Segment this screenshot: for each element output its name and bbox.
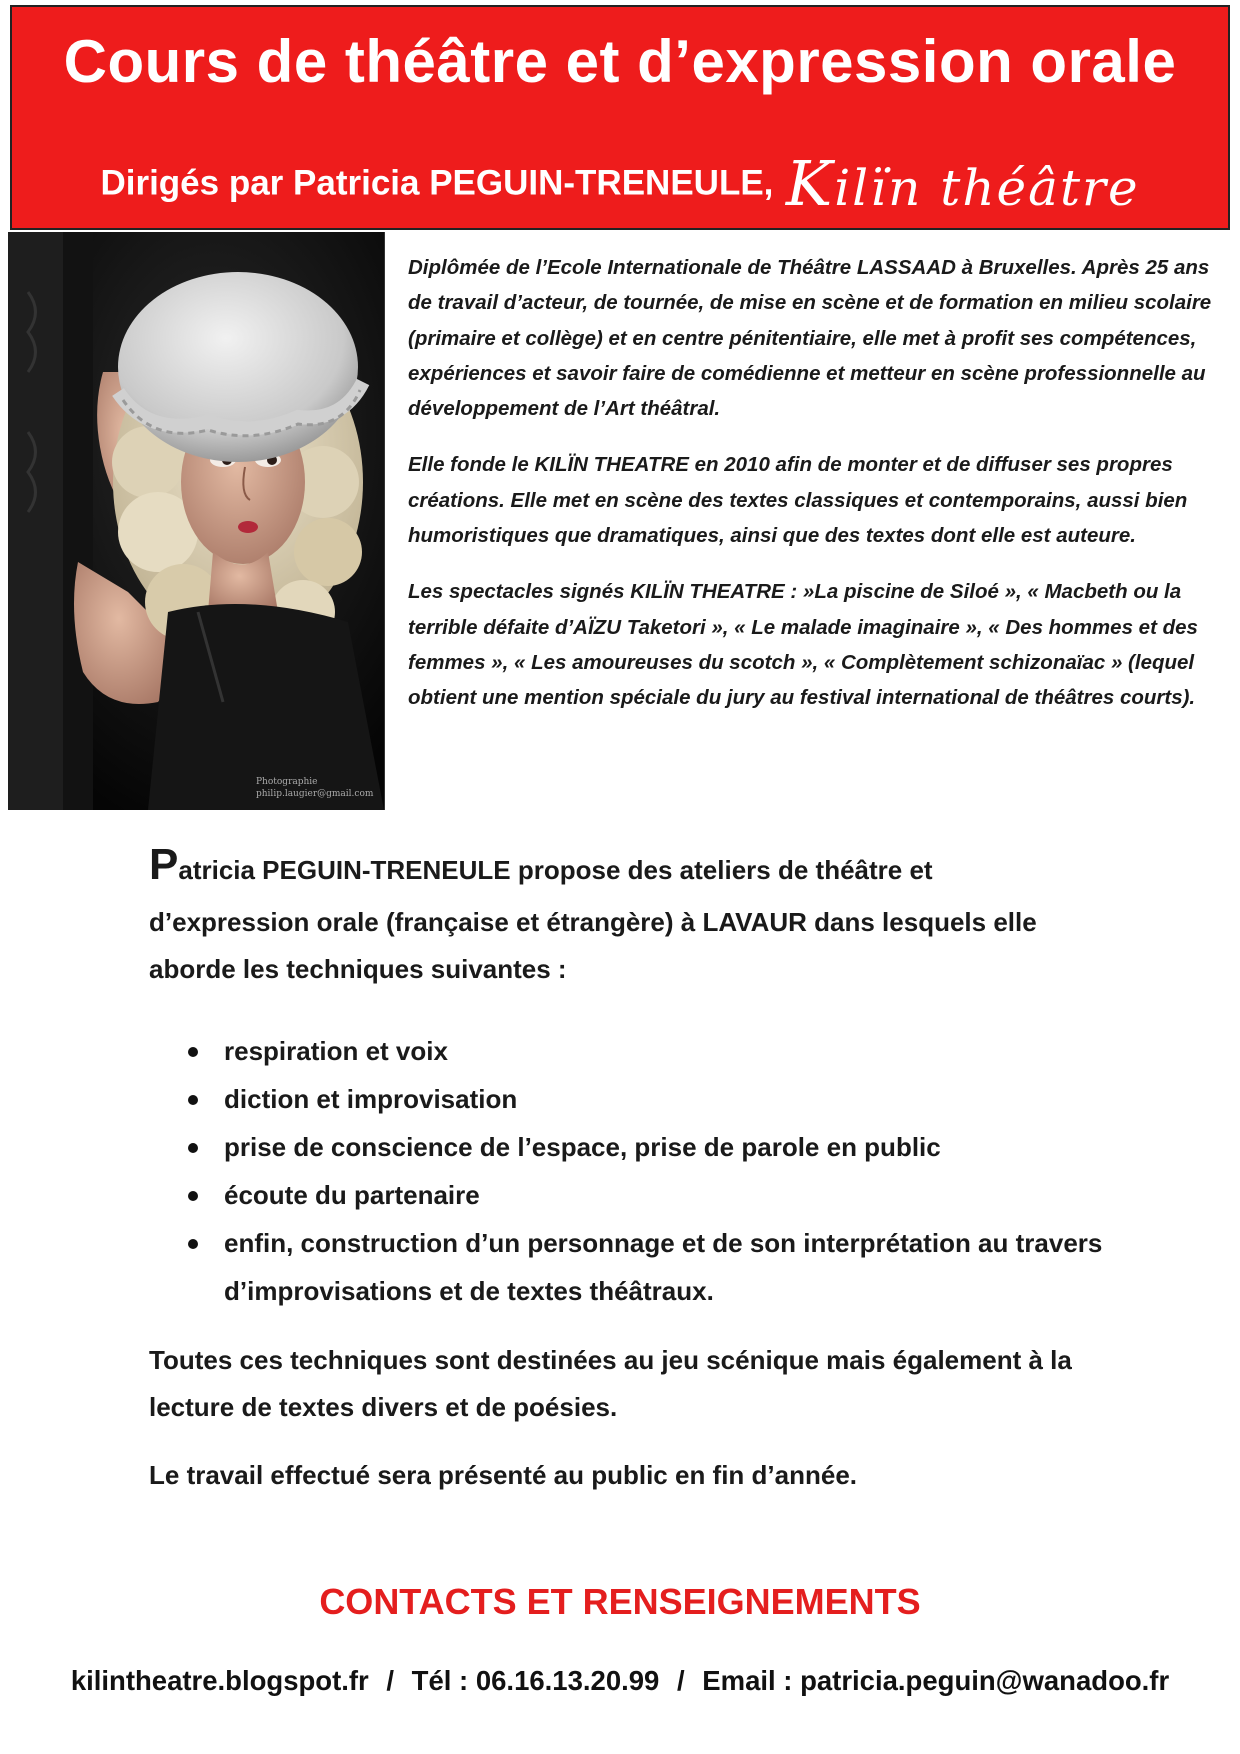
- contacts-line: [0, 1665, 1240, 1697]
- separator: /: [677, 1665, 685, 1696]
- kilin-theatre-logo: [785, 147, 1140, 220]
- page-title: Cours de théâtre et d’expression orale: [63, 28, 1177, 95]
- bullet-icon: [188, 1047, 198, 1057]
- photo-credit: [256, 776, 373, 800]
- photo-credit-email: philip.laugier@gmail.com: [256, 789, 374, 799]
- list-item-text: prise de conscience de l’espace, prise de parole en public: [224, 1132, 941, 1162]
- closing-paragraph: Le travail effectué sera présenté au public en fin d’année.: [149, 1460, 858, 1490]
- phone-label: Tél :: [411, 1665, 469, 1696]
- logo-initial: K: [785, 147, 835, 220]
- bio-paragraph: Les spectacles signés KILÏN THEATRE : »La piscine de Siloé », « Macbeth ou la terrible défaite d’AÏZU Taketori », « Le malade imaginaire », « Des hommes et des femmes », « Les amoureuses du scotch », « Complètement schizonaïac » (lequel obtient une mention spéciale du jury au festival international de théâtres courts).: [408, 580, 1198, 710]
- intro-first-line-text: atricia PEGUIN-TRENEULE propose des ateliers de théâtre et: [178, 855, 933, 885]
- list-item: [186, 1123, 1126, 1171]
- list-item-text: écoute du partenaire: [224, 1180, 480, 1210]
- bullet-icon: [188, 1239, 198, 1249]
- phone-number[interactable]: 06.16.13.20.99: [475, 1665, 660, 1696]
- closing-paragraph: Toutes ces techniques sont destinées au jeu scénique mais également à la lecture de textes divers et de poésies.: [149, 1345, 1072, 1422]
- intro-first-line: [149, 840, 1129, 895]
- list-item: [186, 1171, 1126, 1219]
- subtitle: Dirigés par Patricia PEGUIN-TRENEULE,: [100, 163, 774, 203]
- bullet-icon: [188, 1095, 198, 1105]
- actress-photo: [8, 232, 385, 810]
- intro-rest: d’expression orale (française et étrangère) à LAVAUR dans lesquels elle aborde les techniques suivantes :: [149, 907, 1037, 984]
- list-item: [186, 1219, 1126, 1315]
- logo-text: ilïn théâtre: [834, 159, 1140, 217]
- drop-cap: P: [149, 840, 179, 889]
- separator: /: [386, 1665, 395, 1696]
- actress-portrait-illustration: [8, 232, 384, 810]
- bio-section: [408, 250, 1213, 737]
- email-link[interactable]: patricia.peguin@wanadoo.fr: [800, 1665, 1170, 1696]
- list-item-text: diction et improvisation: [224, 1084, 518, 1114]
- techniques-list: [186, 1027, 1126, 1315]
- subtitle-row: [12, 147, 1228, 220]
- email-label: Email :: [702, 1665, 793, 1696]
- contacts-heading: CONTACTS ET RENSEIGNEMENTS: [319, 1581, 921, 1622]
- list-item-text: respiration et voix: [224, 1036, 448, 1066]
- bio-paragraph: Diplômée de l’Ecole Internationale de Théâtre LASSAAD à Bruxelles. Après 25 ans de travail d’acteur, de tournée, de mise en scène et de formation en milieu scolaire (primaire et collège) et en centre pénitentiaire, elle met à profit ses compétences, expériences et savoir faire de comédienne et metteur en scène professionnelle au développement de l’Art théâtral.: [408, 256, 1212, 421]
- list-item: [186, 1075, 1126, 1123]
- header-banner: [10, 5, 1230, 230]
- list-item-text: enfin, construction d’un personnage et de son interprétation au travers d’improvisations et de textes théâtraux.: [224, 1228, 1103, 1306]
- intro-paragraph: [149, 840, 1129, 993]
- bio-paragraph: Elle fonde le KILÏN THEATRE en 2010 afin de monter et de diffuser ses propres créations. Elle met en scène des textes classiques et contemporains, aussi bien humoristiques que dramatiques, ainsi que des textes dont elle est auteure.: [408, 453, 1188, 548]
- bullet-icon: [188, 1143, 198, 1153]
- photo-credit-line: Photographie: [256, 777, 318, 787]
- list-item: [186, 1027, 1126, 1075]
- bullet-icon: [188, 1191, 198, 1201]
- website-link[interactable]: kilintheatre.blogspot.fr: [70, 1665, 369, 1696]
